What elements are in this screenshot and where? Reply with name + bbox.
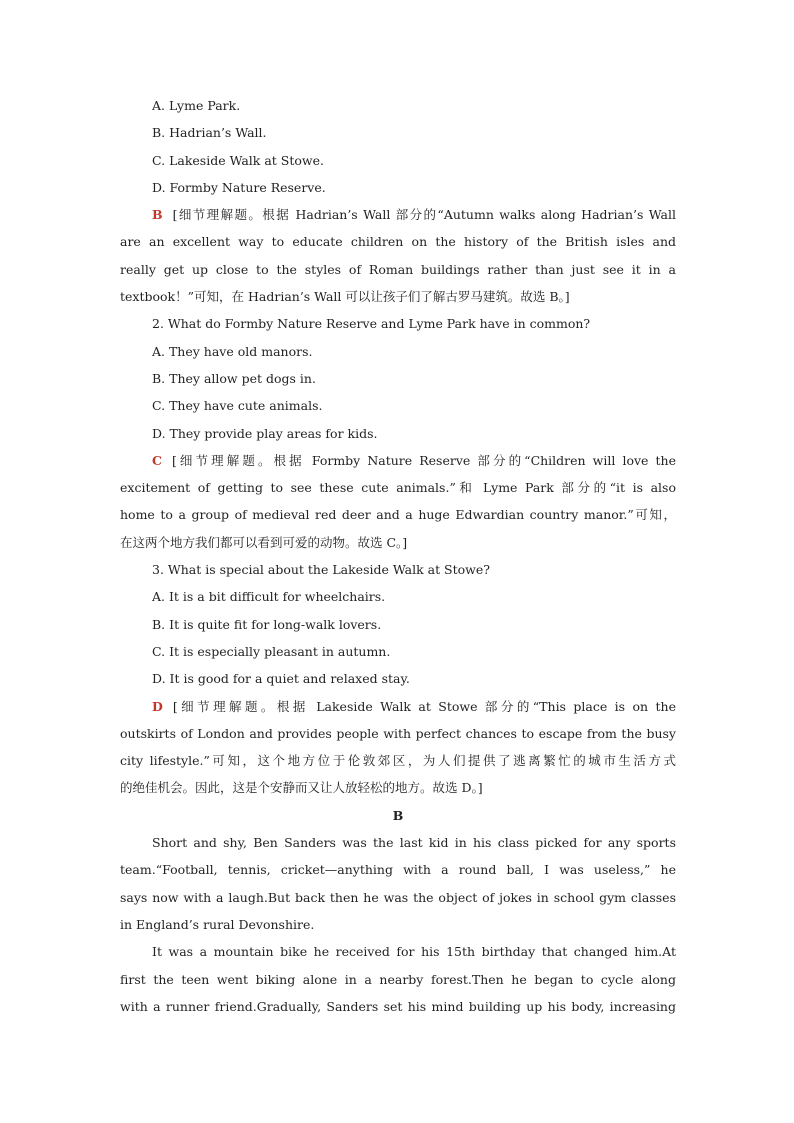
paragraph-2-line-3: with a runner friend.Gradually, Sanders set his mind building up his body, increasing — [120, 998, 676, 1014]
q3-option-c: C. It is especially pleasant in autumn. — [152, 643, 391, 659]
document-page — [120, 92, 676, 1020]
q2-explanation-line-2: excitement of getting to see these cute animals.”和 Lyme Park 部分的“it is also — [120, 480, 676, 496]
q1-option-c: C. Lakeside Walk at Stowe. — [152, 152, 324, 168]
q3-explanation-text-1: [细节理解题。根据 Lakeside Walk at Stowe 部分的“This place is on the — [172, 698, 676, 714]
q2-explanation-line-1 — [120, 447, 676, 474]
q2-option-d: D. They provide play areas for kids. — [152, 425, 378, 441]
q1-explanation-text-1: [细节理解题。根据 Hadrian’s Wall 部分的“Autumn walks along Hadrian’s Wall — [172, 207, 676, 223]
q2-explanation-line-4: 在这两个地方我们都可以看到可爱的动物。故选 C。] — [120, 534, 408, 550]
q2-option-c: C. They have cute animals. — [152, 398, 323, 414]
q2-question: 2. What do Formby Nature Reserve and Lyme Park have in common? — [152, 316, 591, 332]
q3-option-b: B. It is quite fit for long-walk lovers. — [152, 616, 382, 632]
q1-explanation-line-2: are an excellent way to educate children on the history of the British isles and — [120, 234, 676, 250]
q1-answer-letter: B — [152, 207, 163, 223]
paragraph-2-line-2: first the teen went biking alone in a nearby forest.Then he began to cycle along — [120, 971, 676, 987]
paragraph-1-line-3: says now with a laugh.But back then he was the object of jokes in school gym classes — [120, 889, 676, 905]
q1-option-b: B. Hadrian’s Wall. — [152, 125, 267, 141]
q2-explanation-text-1: [细节理解题。根据 Formby Nature Reserve 部分的“Children will love the — [171, 452, 676, 468]
paragraph-2-line-1: It was a mountain bike he received for his 15th birthday that changed him.At — [152, 944, 676, 960]
q3-question: 3. What is special about the Lakeside Walk at Stowe? — [152, 562, 490, 578]
q3-explanation-line-2: outskirts of London and provides people with perfect chances to escape from the busy — [120, 725, 676, 741]
q3-explanation-line-3: city lifestyle.”可知，这个地方位于伦敦郊区，为人们提供了逃离繁忙的城市生活方式 — [120, 753, 676, 769]
q1-explanation-line-1 — [120, 201, 676, 228]
paragraph-1-line-4: in England’s rural Devonshire. — [120, 916, 315, 932]
q2-option-a: A. They have old manors. — [152, 343, 313, 359]
q1-explanation-line-4: textbook！”可知，在 Hadrian’s Wall 可以让孩子们了解古罗马建筑。故选 B。] — [120, 289, 570, 305]
q1-explanation-line-3: really get up close to the styles of Roman buildings rather than just see it in a — [120, 261, 676, 277]
q2-answer-letter: C — [152, 452, 162, 468]
q3-explanation-line-4: 的绝佳机会。因此，这是个安静而又让人放轻松的地方。故选 D。] — [120, 780, 483, 796]
section-b-heading: B — [392, 807, 404, 823]
q3-explanation-line-1 — [120, 693, 676, 720]
paragraph-1-line-1: Short and shy, Ben Sanders was the last kid in his class picked for any sports — [152, 835, 676, 851]
q1-option-d: D. Formby Nature Reserve. — [152, 179, 326, 195]
q3-option-d: D. It is good for a quiet and relaxed stay. — [152, 671, 410, 687]
q3-option-a: A. It is a bit difficult for wheelchairs. — [152, 589, 386, 605]
q2-option-b: B. They allow pet dogs in. — [152, 370, 316, 386]
q1-option-a: A. Lyme Park. — [152, 98, 241, 113]
paragraph-1-line-2: team.“Football, tennis, cricket—anything with a round ball, I was useless,” he — [120, 862, 676, 878]
q2-explanation-line-3: home to a group of medieval red deer and a huge Edwardian country manor.”可知， — [120, 507, 676, 523]
q3-answer-letter: D — [152, 698, 163, 714]
